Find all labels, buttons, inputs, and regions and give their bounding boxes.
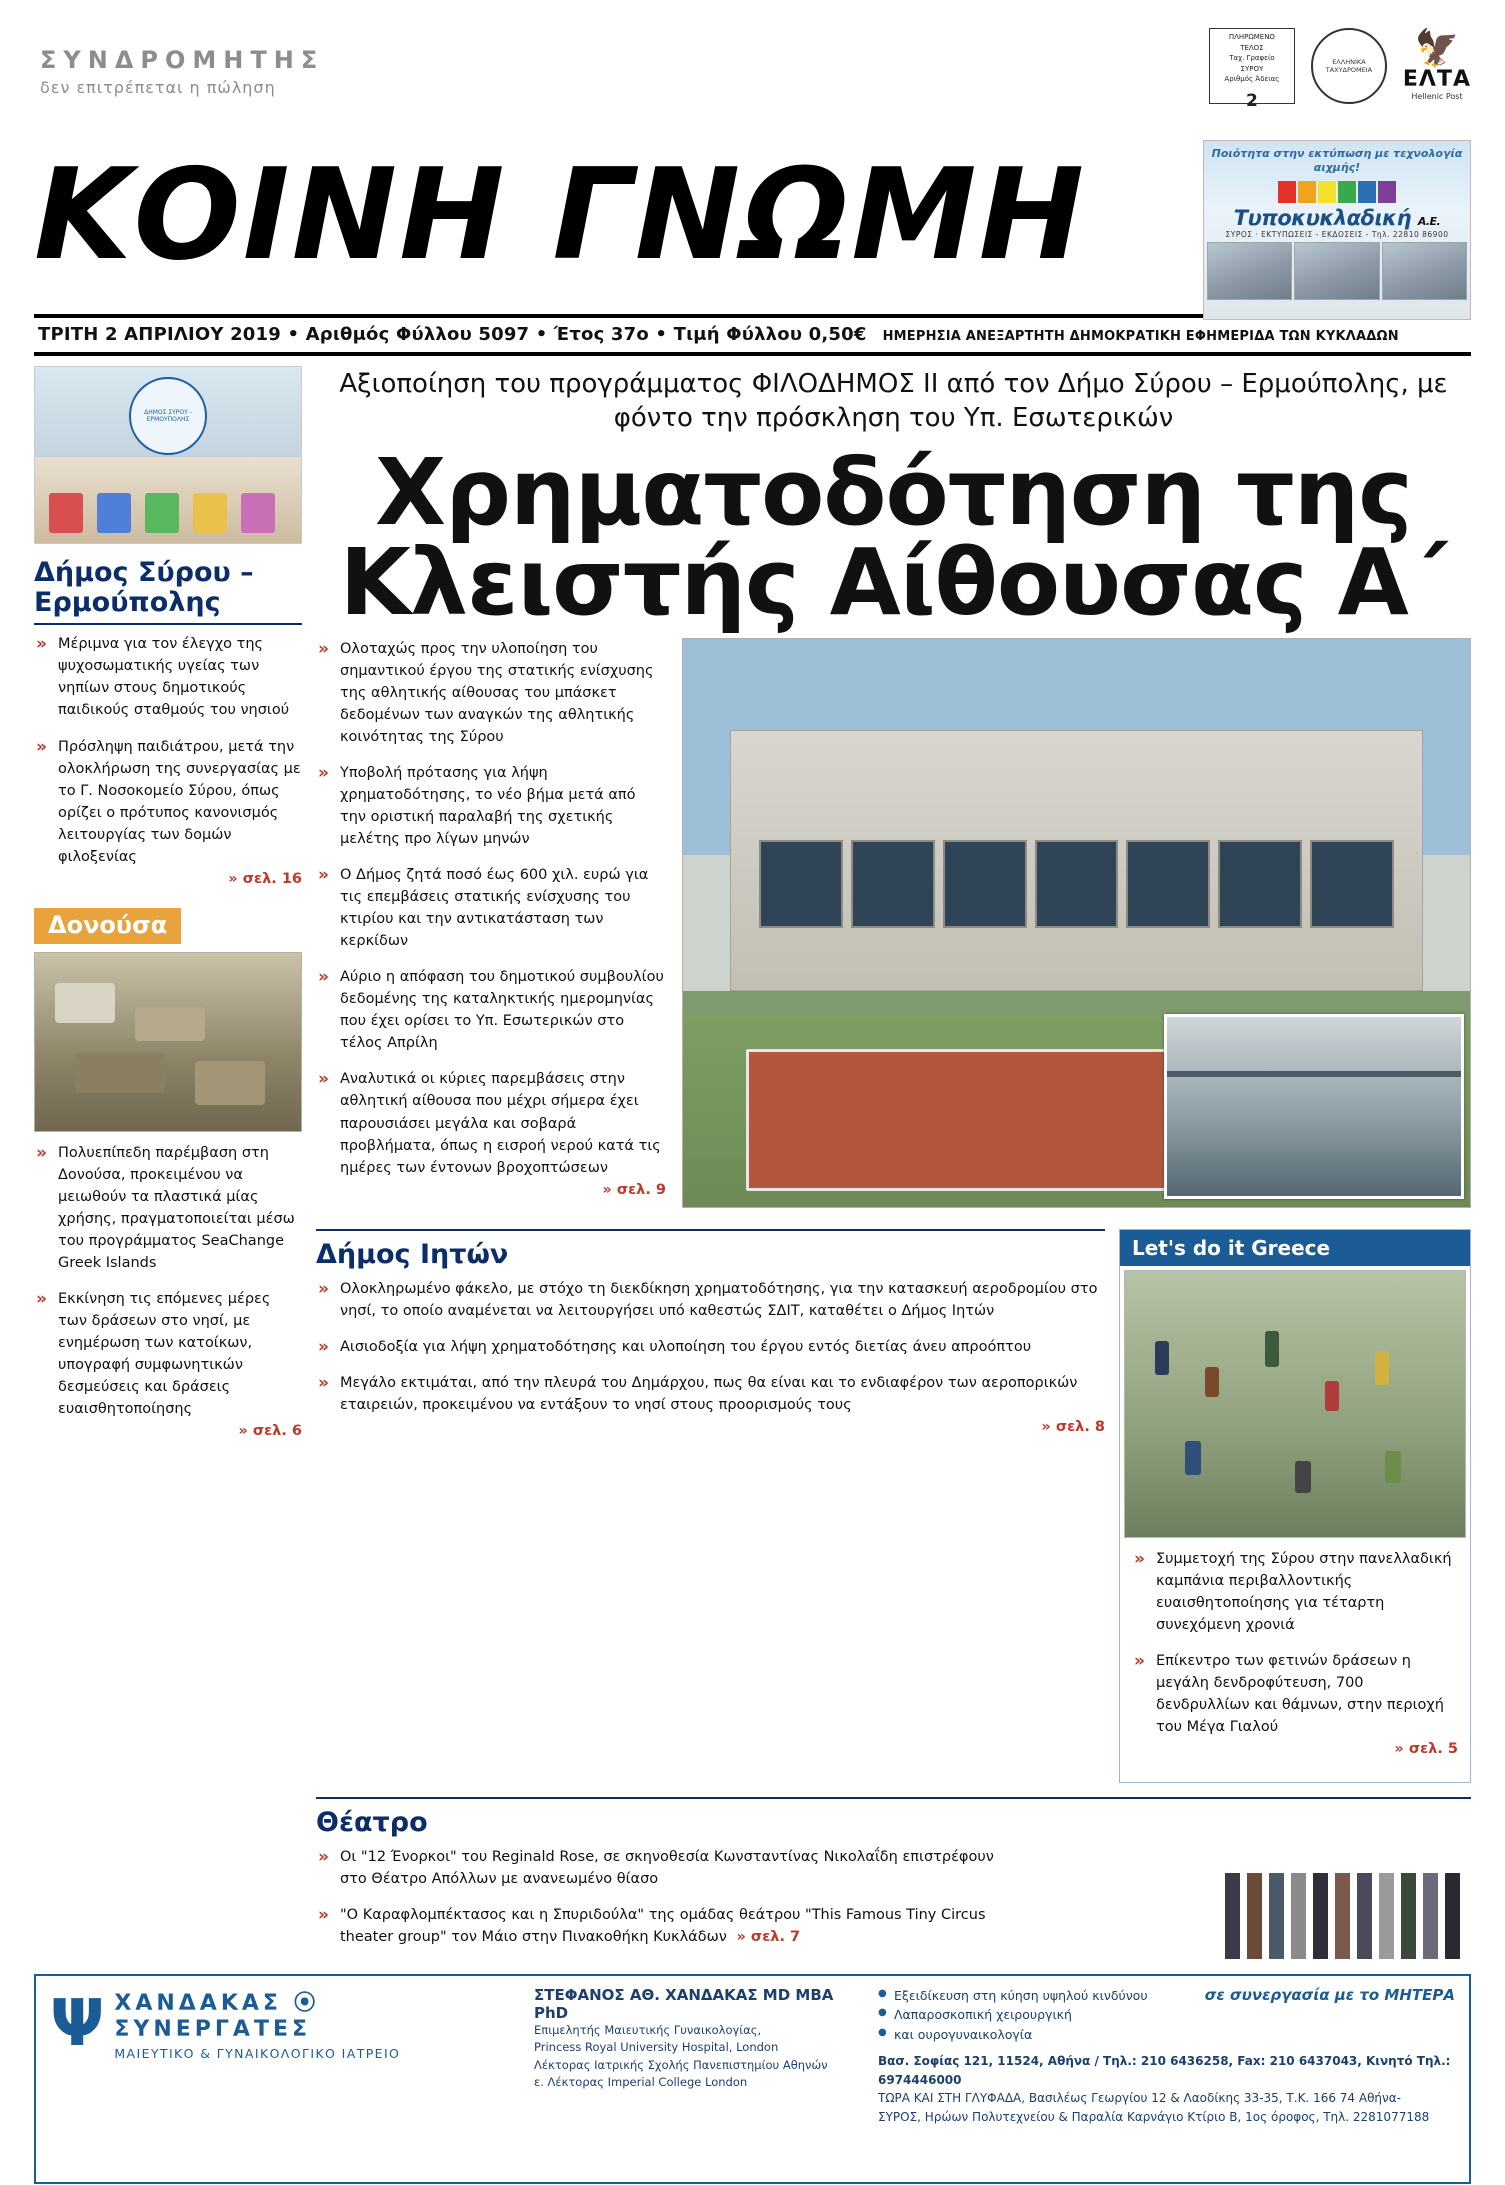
advert-color-swatches — [1204, 181, 1470, 203]
advert-logo: Τυποκυκλαδική Α.Ε. — [1233, 205, 1441, 230]
list-item-text: "Ο Καραφλομπέκτασος και η Σπυριδούλα" της ομάδας θεάτρου "This Famous Tiny Circus theater group" τον Μάιο στην Πινακοθήκη Κυκλάδων — [340, 1906, 986, 1945]
list-item-text: Μεγάλο εκτιμάται, από την πλευρά του Δημάρχου, πως θα είναι και το ενδιαφέρον των αεροπορικών εταιρειών, προκειμένου να εντάξουν το νησί στους προορισμούς τους — [340, 1374, 1078, 1413]
left-section-title: Δήμος Σύρου – Ερμούπολης — [34, 557, 254, 618]
list-item-text: Αισιοδοξία για λήψη χρηματοδότησης και υλοποίηση του έργου εντός διετίας άνευ απροόπτου — [340, 1338, 1032, 1355]
page-reference[interactable]: » σελ. 16 — [228, 870, 302, 887]
list-item — [316, 1278, 1105, 1322]
clinic-partner-tagline: σε συνεργασία με το ΜΗΤΕΡΑ — [1204, 1986, 1455, 2005]
mid-row — [316, 1229, 1471, 1783]
ipton-section — [316, 1229, 1105, 1783]
letsdo-title: Let's do it Greece — [1120, 1230, 1470, 1266]
contact-line: ΣΥΡΟΣ, Ηρώων Πολυτεχνείου & Παραλία Καρνάγιο Κτίριο Β, 1ος όροφος, Τηλ. 2281077188 — [878, 2109, 1430, 2124]
gym-inset-photo — [1164, 1014, 1464, 1199]
advert-photo-strip — [1204, 239, 1470, 303]
list-item-text: Συμμετοχή της Σύρου στην πανελλαδική καμπάνια περιβαλλοντικής ευαισθητοποίησης για τέταρτη συνεχόμενη χρονιά — [1156, 1550, 1452, 1633]
theatre-section — [316, 1797, 1471, 1948]
list-item — [34, 1142, 302, 1274]
newspaper-title: ΚΟΙΝΗ ΓΝΩΜΗ — [34, 141, 1087, 288]
headline-kicker: Αξιοποίηση του προγράμματος ΦΙΛΟΔΗΜΟΣ ΙΙ από τον Δήμο Σύρου – Ερμούπολης, με φόντο την πρόσκληση του Υπ. Εσωτερικών — [339, 369, 1448, 433]
subscriber-label: ΣΥΝΔΡΟΜΗΤΗΣ — [40, 46, 325, 74]
list-item — [316, 762, 666, 850]
list-item-text: Εκκίνηση τις επόμενες μέρες των δράσεων στο νησί, με ενημέρωση των κατοίκων, υπογραφή συμφωνητικών δεσμεύσεις και δράσεις ευαισθητοποίησης — [58, 1290, 271, 1418]
list-item — [316, 1904, 1016, 1948]
contact-line: Βασ. Σοφίας 121, 11524, Αθήνα / Τηλ.: 210 6436258, Fax: 210 6437043, Κινητό Τηλ.: 6974446000 — [878, 2054, 1451, 2087]
municipality-photo — [34, 366, 302, 544]
postage-paid-line1: ΠΛΗΡΩΜΕΝΟ — [1228, 33, 1275, 41]
doctor-credential: Princess Royal University Hospital, London — [534, 2040, 779, 2055]
masthead — [34, 141, 1471, 308]
lead-row — [316, 638, 1471, 1215]
list-item-text: Υποβολή πρότασης για λήψη χρηματοδότησης, το νέο βήμα μετά από την οριστική παραλαβή της σχετικής μελέτης προ λίγων μηνών — [340, 765, 636, 848]
list-item — [316, 1372, 1105, 1438]
clinic-contact — [878, 2052, 1455, 2126]
ipton-bullet-list — [316, 1278, 1105, 1438]
list-item-text: Πολυεπίπεδη παρέμβαση στη Δονούσα, προκειμένου να μειωθούν τα πλαστικά μίας χρήσης, πραγματοποιείται μέσω του προγράμματος SeaChange Greek Islands — [58, 1144, 295, 1271]
subscriber-note: δεν επιτρέπεται η πώληση — [40, 78, 276, 97]
gym-facade — [730, 730, 1423, 991]
list-item-text: Αύριο η απόφαση του δημοτικού συμβουλίου δεδομένης της καταληκτικής ημερομηνίας που έχει ορίσει το Υπ. Εσωτερικών στο τέλος Απρίλη — [340, 969, 664, 1052]
elta-logo — [1402, 28, 1471, 101]
page-reference[interactable]: » σελ. 7 — [731, 1929, 801, 1945]
page-reference[interactable]: » σελ. 6 — [238, 1423, 302, 1440]
list-item — [34, 1288, 302, 1442]
list-item — [1132, 1548, 1458, 1636]
letsdo-body — [1120, 1542, 1470, 1782]
postage-paid-line3: Ταχ. Γραφείο — [1229, 54, 1275, 62]
main-headline: Χρηματοδότηση της Κλειστής Αίθουσας Α΄ — [339, 438, 1448, 636]
ipton-title: Δήμος Ιητών — [316, 1238, 509, 1270]
theatre-bullet-list — [316, 1846, 1016, 1948]
list-item-text: Μέριμνα για τον έλεγχο της ψυχοσωματικής υγείας των νηπίων στους δημοτικούς παιδικούς σταθμούς του νησιού — [58, 636, 290, 719]
gym-windows — [759, 840, 1394, 928]
doctor-credential: ε. Λέκτορας Imperial College London — [534, 2074, 748, 2089]
page-content — [34, 366, 1471, 1962]
list-item — [316, 1336, 1105, 1358]
service-item: ● Λαπαροσκοπική χειρουργική — [878, 2005, 1455, 2024]
list-item — [1132, 1650, 1458, 1760]
theatre-photo — [1215, 1817, 1471, 1967]
municipality-seal-icon: ΔΗΜΟΣ ΣΥΡΟΥ - ΕΡΜΟΥΠΟΛΗΣ — [129, 377, 207, 455]
date-strip — [34, 314, 1471, 356]
postal-stamps — [1209, 28, 1471, 111]
lead-bullet-list — [316, 638, 666, 1215]
hellenic-post-circle-icon: ΕΛΛΗΝΙΚΑ ΤΑΧΥΔΡΟΜΕΙΑ — [1311, 28, 1387, 104]
list-item-text: Οι "12 Ένορκοι" του Reginald Rose, σε σκηνοθεσία Κωνσταντίνας Νικολαΐδη επιστρέφουν στο Θέατρο Απόλλων με ανανεωμένο θίασο — [340, 1848, 994, 1887]
left-column — [34, 366, 302, 1962]
list-item — [316, 864, 666, 952]
advert-subtitle: ΣΥΡΟΣ · ΕΚΤΥΠΩΣΕΙΣ - ΕΚΔΟΣΕΙΣ - Τηλ. 22810 86900 — [1225, 229, 1449, 239]
list-item — [316, 1846, 1016, 1890]
clinic-specialty: ΜΑΙΕΥΤΙΚΟ & ΓΥΝΑΙΚΟΛΟΓΙΚΟ ΙΑΤΡΕΙΟ — [114, 2046, 401, 2062]
list-item-text: Πρόσληψη παιδιάτρου, μετά την ολοκλήρωση της συνεργασίας με το Γ. Νοσοκομείο Σύρου, όπως ορίζει ο πρότυπος κανονισμός λειτουργίας των δομών φιλοξενίας — [58, 738, 301, 865]
service-item: ● Εξειδίκευση στη κύηση υψηλού κινδύνου — [878, 1986, 1455, 2005]
page-reference[interactable]: » σελ. 5 — [1394, 1740, 1458, 1757]
list-item-text: Αναλυτικά οι κύριες παρεμβάσεις στην αθλητική αίθουσα που μέχρι σήμερα έχει παρουσιάσει μεγάλα και σοβαρά προβλήματα, όπως η εισροή νερού κατά τις ημέρες των έντονων βροχοπτώσεων — [340, 1071, 661, 1176]
list-item-text: Επίκεντρο των φετινών δράσεων η μεγάλη δενδροφύτευση, 700 δενδρυλλίων και θάμνων, στην περιοχή του Μέγα Γιαλού — [1156, 1652, 1444, 1735]
doctor-credential: Επιμελητής Μαιευτικής Γυναικολογίας, — [534, 2023, 762, 2038]
doctor-name: ΣΤΕΦΑΝΟΣ ΑΘ. ΧΑΝΔΑΚΑΣ MD MBA PhD — [534, 1986, 834, 2023]
elta-name: ΕΛΤΑ — [1402, 67, 1471, 92]
page-reference[interactable]: » σελ. 8 — [1041, 1418, 1105, 1435]
donousa-bullet-list — [34, 1142, 302, 1442]
doctor-credential: Λέκτορας Ιατρικής Σχολής Πανεπιστημίου Αθηνών — [534, 2057, 828, 2072]
elta-bird-icon: 🦅 — [1414, 28, 1460, 69]
contact-line: ΤΩΡΑ ΚΑΙ ΣΤΗ ΓΛΥΦΑΔΑ, Βασιλέως Γεωργίου 12 & Λαοδίκης 33-35, Τ.Κ. 166 74 Αθήνα- — [878, 2091, 1401, 2106]
list-item — [316, 1068, 666, 1200]
letsdo-section — [1119, 1229, 1471, 1783]
clinic-separator-icon: ⦿ — [293, 1991, 320, 2017]
letsdo-photo — [1124, 1270, 1466, 1538]
typokykladiki-advert[interactable] — [1203, 140, 1471, 320]
list-item — [316, 966, 666, 1054]
clinic-brand — [50, 1986, 520, 2061]
advert-headline: Ποιότητα στην εκτύπωση με τεχνολογία αιχμής! — [1211, 147, 1463, 175]
kindergarten-room-illustration — [35, 457, 301, 543]
list-item — [34, 736, 302, 890]
page-reference[interactable]: » σελ. 9 — [602, 1181, 666, 1198]
elta-subtitle: Hellenic Post — [1411, 92, 1463, 101]
list-item — [316, 638, 666, 748]
postage-permit-number: 2 — [1245, 90, 1258, 111]
postage-paid-stamp — [1209, 28, 1295, 111]
list-item — [34, 633, 302, 721]
donousa-section-badge: Δονούσα — [34, 908, 181, 944]
clinic-name: ΧΑΝΔΑΚΑΣ ⦿ ΣΥΝΕΡΓΑΤΕΣ — [114, 1991, 320, 2043]
newspaper-descriptor: ΗΜΕΡΗΣΙΑ ΑΝΕΞΑΡΤΗΤΗ ΔΗΜΟΚΡΑΤΙΚΗ ΕΦΗΜΕΡΙΔΑ ΤΩΝ ΚΥΚΛΑΔΩΝ — [882, 329, 1399, 344]
postage-paid-line4: ΣΥΡΟΥ — [1240, 64, 1264, 73]
service-item: ● και ουρογυναικολογία — [878, 2025, 1455, 2044]
doctor-info — [534, 1986, 864, 2091]
postage-paid-line5: Αριθμός Άδειας — [1224, 75, 1280, 83]
clinic-services — [878, 1986, 1455, 2127]
issue-info: ΤΡΙΤΗ 2 ΑΠΡΙΛΙΟΥ 2019 • Αριθμός Φύλλου 5097 • Έτος 37ο • Τιμή Φύλλου 0,50€ — [38, 324, 867, 345]
footer-advert[interactable] — [34, 1974, 1471, 2184]
donousa-photo — [34, 952, 302, 1132]
list-item-text: Ολοκληρωμένο φάκελο, με στόχο τη διεκδίκηση χρηματοδότησης, για την κατασκευή αεροδρομίου στο νησί, το οποίο αναμένεται να λειτουργήσει υπό καθεστώς ΣΔΙΤ, καταθέτει ο Δήμος Ιητών — [340, 1280, 1098, 1319]
list-item-text: Ολοταχώς προς την υλοποίηση του σημαντικού έργου της στατικής ενίσχυσης της αθλητικής αίθουσας του μπάσκετ δεδομένων των αναγκών της αθλητικής κοινότητας της Σύρου — [340, 640, 654, 746]
postage-paid-line2: ΤΕΛΟΣ — [1240, 43, 1264, 52]
top-bar — [34, 28, 1471, 148]
letsdo-bullet-list — [1132, 1548, 1458, 1760]
left-bullet-list — [34, 633, 302, 889]
gym-building-photo — [682, 638, 1471, 1208]
subscriber-notice — [40, 46, 324, 97]
list-item-text: Ο Δήμος ζητά ποσό έως 600 χιλ. ευρώ για τις επεμβάσεις στατικής ενίσχυσης του κτιρίου και την αντικατάσταση των κερκίδων — [340, 867, 649, 950]
divider — [34, 623, 302, 625]
theatre-title: Θέατρο — [316, 1806, 428, 1838]
main-column — [316, 366, 1471, 1962]
clinic-logo-icon: Ψ — [50, 1986, 105, 2061]
